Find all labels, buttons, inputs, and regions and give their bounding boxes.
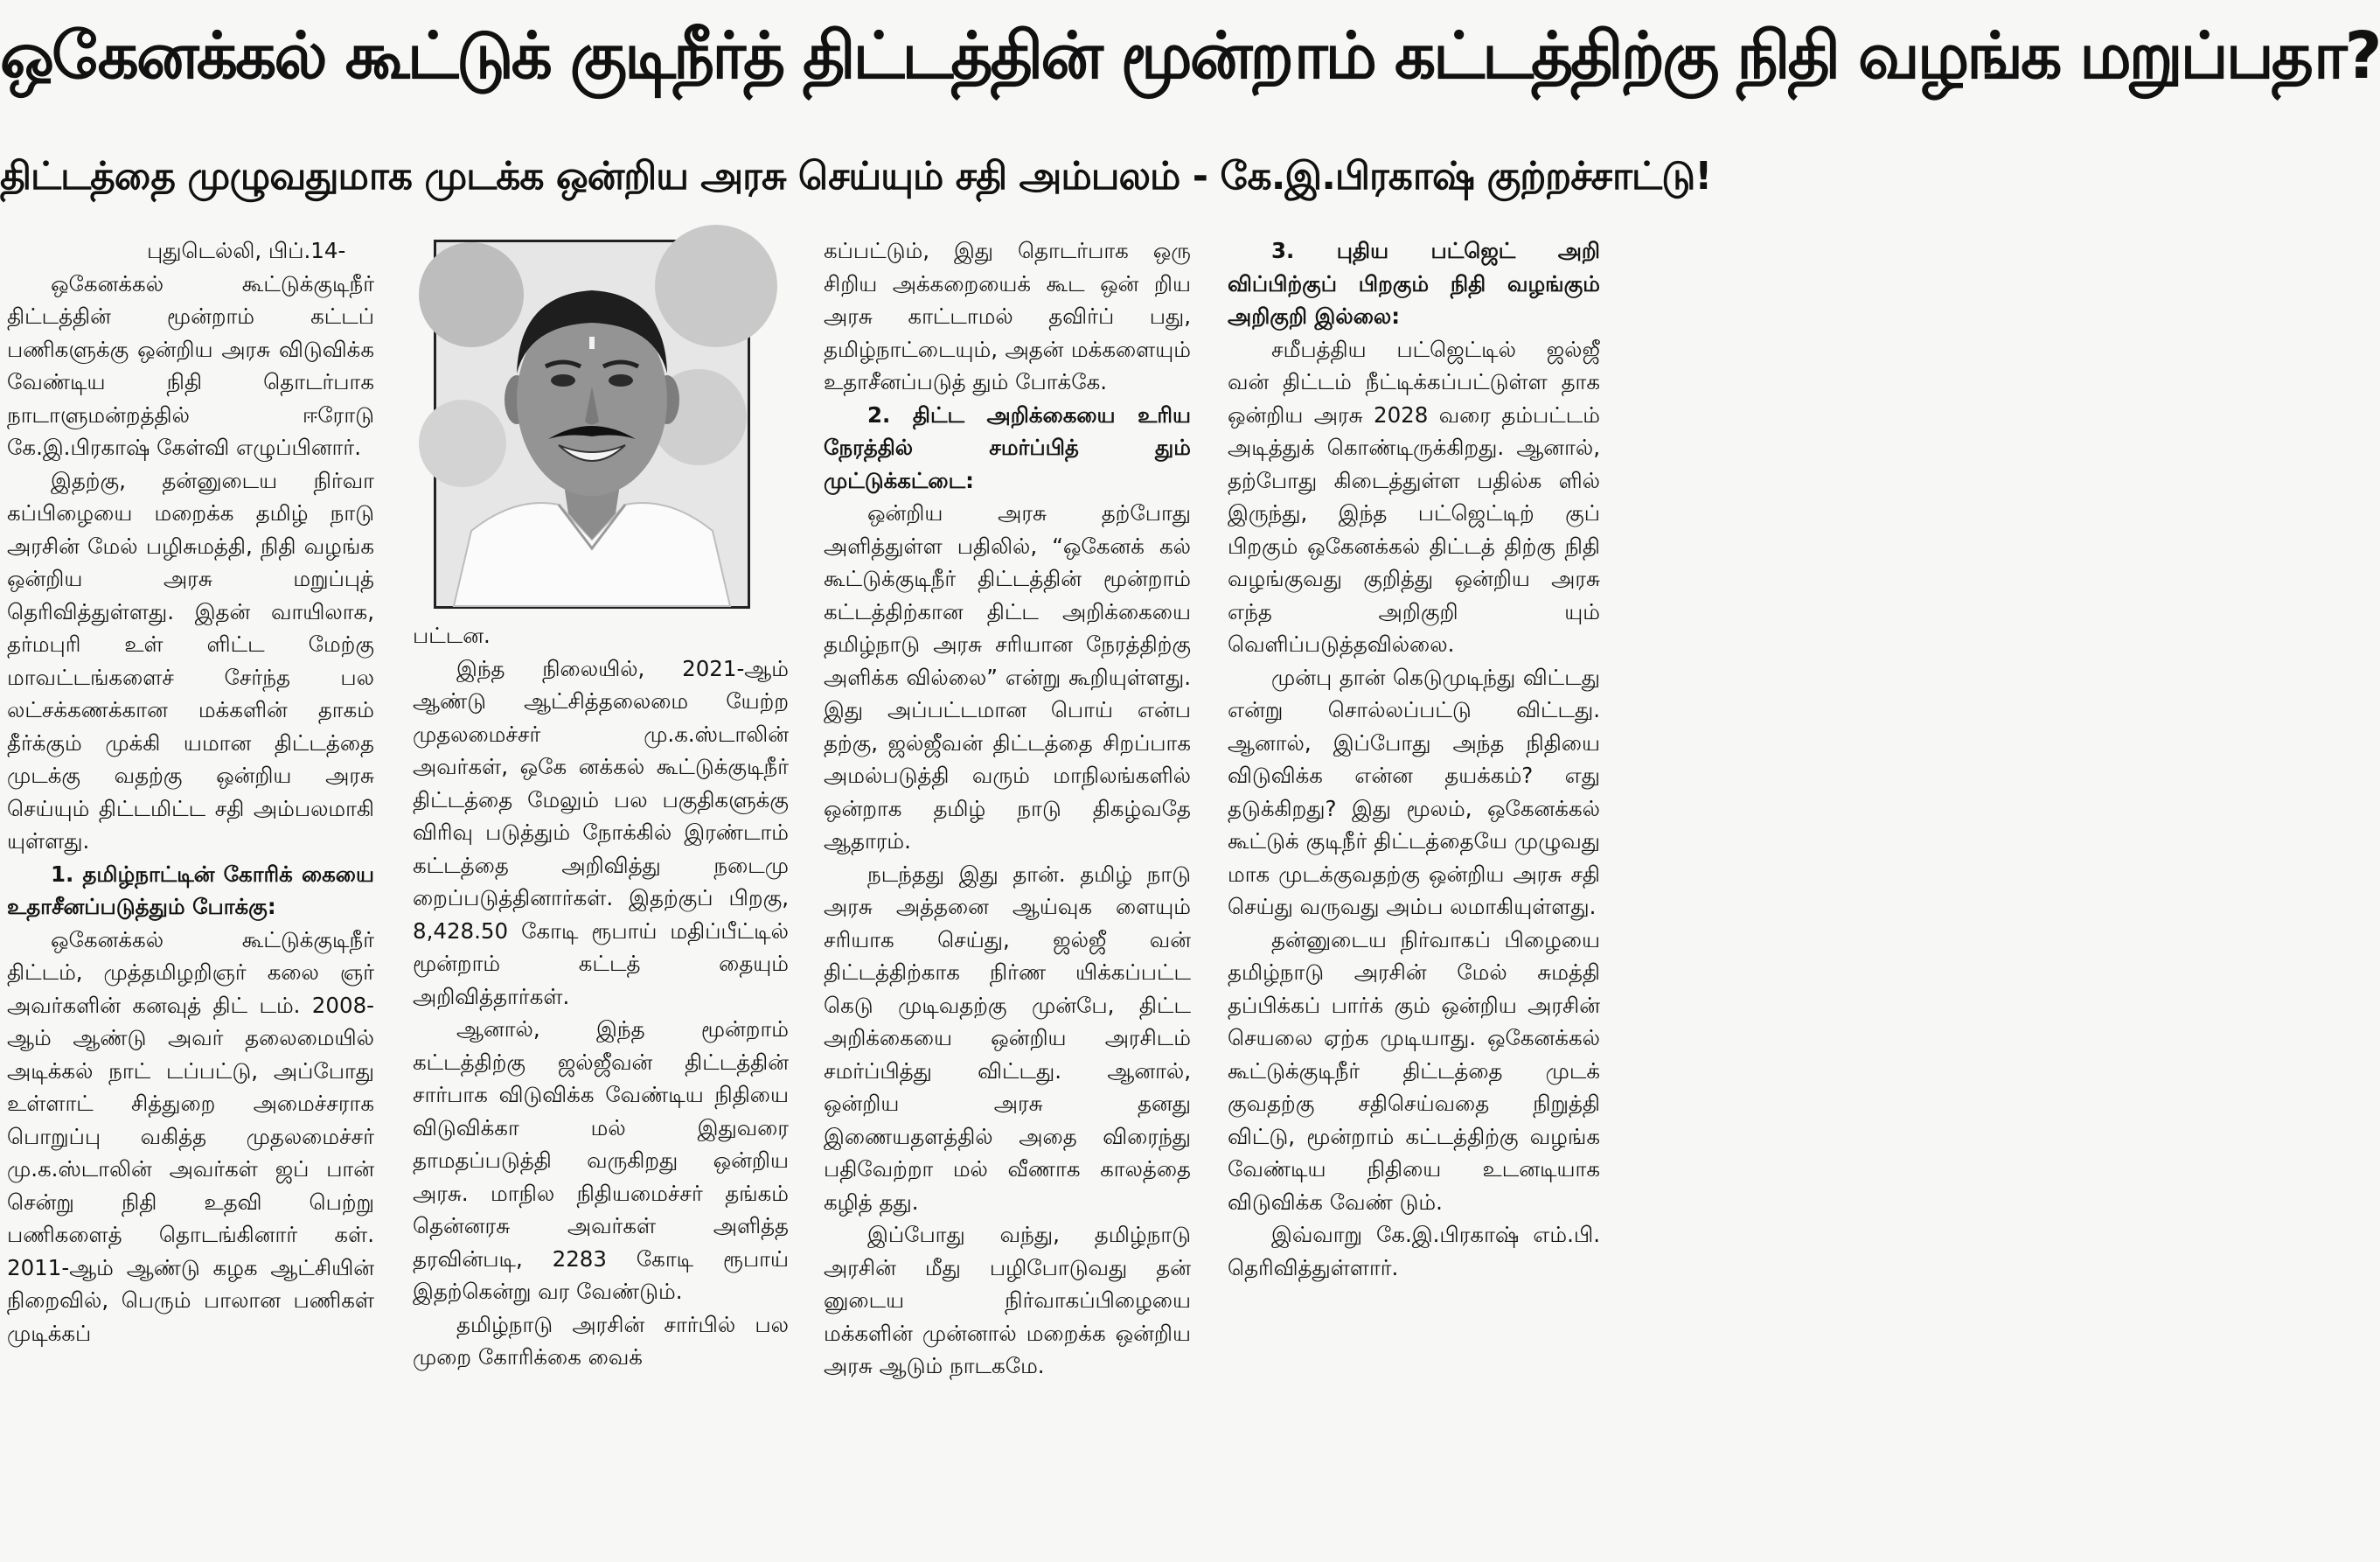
paragraph: முன்பு தான் கெடுமுடிந்து விட்டது என்று சொல்லப்பட்டு விட்டது. ஆனால், இப்போது அந்த நிதியை விடுவிக்க என்ன தயக்கம்? எது தடுக்கிறது? இது மூலம், ஒகேனக்கல் கூட்டுக் குடிநீர் திட்டத்தையே முழுவது மாக முடக்குவதற்கு ஒன்றிய அரசு சதி செய்து வருவது அம்ப லமாகியுள்ளது.	[1228, 664, 1600, 919]
article-column-3	[824, 234, 1191, 1557]
column-2-text	[413, 619, 789, 1374]
paragraph: நடந்தது இது தான். தமிழ் நாடு அரசு அத்தனை ஆய்வுக ளையும் சரியாக செய்து, ஜல்ஜீ வன் திட்டத்திற்காக நிர்ண யிக்கப்பட்ட கெடு முடிவதற்கு முன்பே, திட்ட அறிக்கையை ஒன்றிய அரசிடம் சமர்ப்பித்து விட்டது. ஆனால், ஒன்றிய அரசு தனது இணையதளத்தில் அதை விரைந்து பதிவேற்றா மல் வீணாக காலத்தை கழித் தது.	[824, 861, 1191, 1215]
paragraph: ஒகேனக்கல் கூட்டுக்குடிநீர் திட்டம், முத்தமிழறிஞர் கலை ஞர் அவர்களின் கனவுத் திட் டம். 2008-ஆம் ஆண்டு அவர் தலைமையில் அடிக்கல் நாட் டப்பட்டு, அப்போது உள்ளாட் சித்துறை அமைச்சராக பொறுப்பு வகித்த முதலமைச்சர் மு.க.ஸ்டாலின் அவர்கள் ஜப் பான் சென்று நிதி உதவி பெற்று பணிகளைத் தொடங்கினார் கள். 2011-ஆம் ஆண்டு கழக ஆட்சியின் நிறைவில், பெரும் பாலான பணிகள் முடிக்கப்	[7, 926, 374, 1346]
article-column-4	[1228, 234, 1600, 1557]
paragraph: சமீபத்திய பட்ஜெட்டில் ஜல்ஜீ வன் திட்டம் நீட்டிக்கப்பட்டுள்ள தாக ஒன்றிய அரசு 2028 வரை தம்பட்டம் அடித்துக் கொண்டிருக்கிறது. ஆனால், தற்போது கிடைத்துள்ள பதில்க ளில் இருந்து, இந்த பட்ஜெட்டிற் குப் பிறகும் ஒகேனக்கல் திட்டத் திற்கு நிதி வழங்குவது குறித்து ஒன்றிய அரசு எந்த அறிகுறி யும் வெளிப்படுத்தவில்லை.	[1228, 336, 1600, 657]
paragraph: இப்போது வந்து, தமிழ்நாடு அரசின் மீது பழிபோடுவது தன் னுடைய நிர்வாகப்பிழையை மக்களின் முன்னால் மறைக்க ஒன்றிய அரசு ஆடும் நாடகமே.	[824, 1222, 1191, 1378]
paragraph: தமிழ்நாடு அரசின் சார்பில் பல முறை கோரிக்கை வைக்	[413, 1311, 789, 1370]
section-heading: 3. புதிய பட்ஜெட் அறி விப்பிற்குப் பிறகும் நிதி வழங்கும் அறிகுறி இல்லை:	[1228, 238, 1600, 329]
paragraph: இந்த நிலையில், 2021-ஆம் ஆண்டு ஆட்சித்தலைமை யேற்ற முதலமைச்சர் மு.க.ஸ்டாலின் அவர்கள், ஒகே னக்கல் கூட்டுக்குடிநீர் திட்டத்தை மேலும் பல பகுதிகளுக்கு விரிவு படுத்தும் நோக்கில் இரண்டாம் கட்டத்தை அறிவித்து நடைமு றைப்படுத்தினார்கள். இதற்குப் பிறகு, 8,428.50 கோடி ரூபாய் மதிப்பீட்டில் மூன்றாம் கட்டத் தையும் அறிவித்தார்கள்.	[413, 655, 789, 1009]
article-column-1	[7, 234, 374, 1557]
dateline: புதுடெல்லி, பிப்.14-	[147, 238, 346, 263]
subheadline: திட்டத்தை முழுவதுமாக முடக்க ஒன்றிய அரசு செய்யும் சதி அம்பலம் - கே.இ.பிரகாஷ் குற்றச்சாட்டு!	[0, 154, 1712, 199]
paragraph: ஒன்றிய அரசு தற்போது அளித்துள்ள பதிலில், “ஒகேனக் கல் கூட்டுக்குடிநீர் திட்டத்தின் மூன்றாம் கட்டத்திற்கான திட்ட அறிக்கையை தமிழ்நாடு அரசு சரியான நேரத்திற்கு அளிக்க வில்லை” என்று கூறியுள்ளது. இது அப்பட்டமான பொய் என்ப தற்கு, ஜல்ஜீவன் திட்டத்தை சிறப்பாக அமல்படுத்தி வரும் மாநிலங்களில் ஒன்றாக தமிழ் நாடு திகழ்வதே ஆதாரம்.	[824, 500, 1191, 854]
paragraph: ஒகேனக்கல் கூட்டுக்குடிநீர் திட்டத்தின் மூன்றாம் கட்டப் பணிகளுக்கு ஒன்றிய அரசு விடுவிக்க வேண்டிய நிதி தொடர்பாக நாடாளுமன்றத்தில் ஈரோடு கே.இ.பிரகாஷ் கேள்வி எழுப்பினார்.	[7, 270, 374, 460]
paragraph: இதற்கு, தன்னுடைய நிர்வா கப்பிழையை மறைக்க தமிழ் நாடு அரசின் மேல் பழிசுமத்தி, நிதி வழங்க ஒன்றிய அரசு மறுப்புத் தெரிவித்துள்ளது. இதன் வாயிலாக, தர்மபுரி உள் ளிட்ட மேற்கு மாவட்டங்களைச் சேர்ந்த பல லட்சக்கணக்கான மக்களின் தாகம் தீர்க்கும் முக்கி யமான திட்டத்தை முடக்கு வதற்கு ஒன்றிய அரசு செய்யும் திட்டமிட்ட சதி அம்பலமாகி யுள்ளது.	[7, 467, 374, 854]
headline: ஒகேனக்கல் கூட்டுக் குடிநீர்த் திட்டத்தின் மூன்றாம் கட்டத்திற்கு நிதி வழங்க மறுப்பதா?	[0, 18, 2380, 94]
paragraph: ஆனால், இந்த மூன்றாம் கட்டத்திற்கு ஜல்ஜீவன் திட்டத்தின் சார்பாக விடுவிக்க வேண்டிய நிதியை விடுவிக்கா மல் இதுவரை தாமதப்படுத்தி வருகிறது ஒன்றிய அரசு. மாநில நிதியமைச்சர் தங்கம் தென்னரசு அவர்கள் அளித்த தரவின்படி, 2283 கோடி ரூபாய் இதற்கென்று வர வேண்டும்.	[413, 1016, 789, 1304]
section-heading: 2. திட்ட அறிக்கையை உரிய நேரத்தில் சமர்ப்பித் தும் முட்டுக்கட்டை:	[824, 401, 1191, 493]
portrait-illustration	[436, 242, 748, 606]
article-column-2	[413, 234, 789, 1557]
paragraph: இவ்வாறு கே.இ.பிரகாஷ் எம்.பி. தெரிவித்துள்ளார்.	[1228, 1222, 1600, 1280]
paragraph: தன்னுடைய நிர்வாகப் பிழையை தமிழ்நாடு அரசின் மேல் சுமத்தி தப்பிக்கப் பார்க் கும் ஒன்றிய அரசின் செயலை ஏற்க முடியாது. ஒகேனக்கல் கூட்டுக்குடிநீர் திட்டத்தை முடக் குவதற்கு சதிசெய்வதை நிறுத்தி விட்டு, மூன்றாம் கட்டத்திற்கு வழங்க வேண்டிய நிதியை உடனடியாக விடுவிக்க வேண் டும்.	[1228, 926, 1600, 1215]
paragraph: கப்பட்டும், இது தொடர்பாக ஒரு சிறிய அக்கறையைக் கூட ஒன் றிய அரசு காட்டாமல் தவிர்ப் பது, தமிழ்நாட்டையும், அதன் மக்களையும் உதாசீனப்படுத் தும் போக்கே.	[824, 238, 1191, 394]
portrait-photo	[434, 240, 750, 609]
paragraph: பட்டன.	[413, 623, 491, 648]
section-heading: 1. தமிழ்நாட்டின் கோரிக் கையை உதாசீனப்படுத்தும் போக்கு:	[7, 861, 374, 919]
